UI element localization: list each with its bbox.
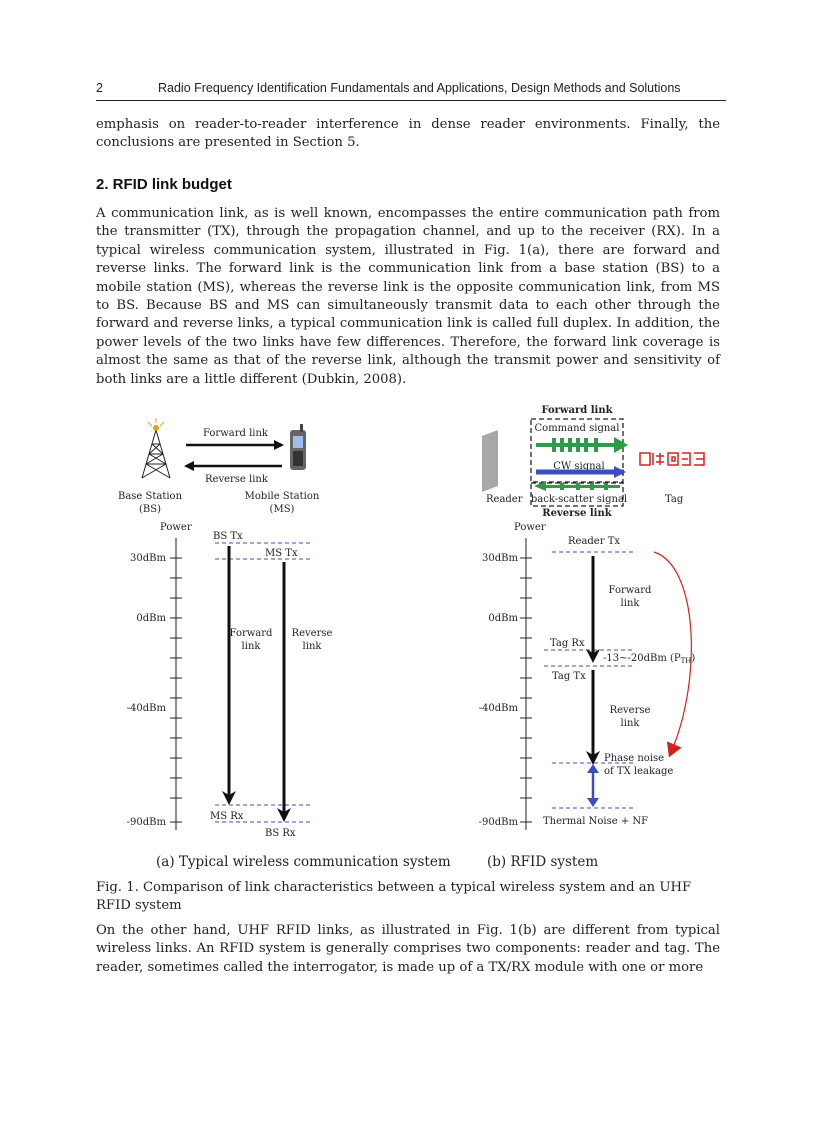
- panel-a: [118, 418, 333, 839]
- pth-subscript: TH: [680, 657, 692, 665]
- tag-label: Tag: [665, 494, 684, 505]
- reader-device-icon: [482, 430, 498, 492]
- tag-rx-label: Tag Rx: [550, 638, 585, 649]
- command-signal-label: Command signal: [534, 423, 620, 434]
- a-tick-90: -90dBm: [126, 817, 166, 828]
- pth-prefix: -13~-20dBm (P: [603, 653, 681, 664]
- a-forward-text-2: link: [241, 641, 261, 652]
- b-reverse-link-title: Reverse link: [542, 508, 612, 519]
- subcaption-b: (b) RFID system: [487, 854, 599, 870]
- a-reverse-link-label: Reverse link: [205, 474, 268, 485]
- pth-label: [603, 653, 695, 665]
- pth-suffix: ): [691, 653, 696, 664]
- snr-gap-arrow-top: [587, 764, 599, 773]
- snr-gap-arrow-bottom: [587, 798, 599, 807]
- ms-abbr: (MS): [269, 504, 295, 515]
- mobile-station-phone-icon: [290, 424, 306, 470]
- a-power-label: Power: [160, 522, 192, 533]
- backscatter-label: back-scatter signal: [530, 494, 628, 505]
- page-number: 2: [96, 81, 103, 95]
- uhf-paragraph: On the other hand, UHF RFID links, as illustrated in Fig. 1(b) are different from typical wireless links. An RFID system is generally comprises two components: reader and tag. The reader, sometimes called the interrogator, is made up of a TX/RX module with one or more: [96, 923, 720, 975]
- b-forward-text-1: Forward: [608, 585, 652, 596]
- b-tick-30: 30dBm: [482, 553, 518, 564]
- a-power-axis: [170, 538, 182, 830]
- section-heading: 2. RFID link budget: [96, 176, 232, 193]
- ms-tx-label: MS Tx: [265, 548, 298, 559]
- b-power-label: Power: [514, 522, 546, 533]
- tx-leakage-arrow: [654, 552, 691, 750]
- subcaption-a: (a) Typical wireless communication system: [156, 854, 451, 870]
- b-forward-link-title: Forward link: [541, 405, 613, 416]
- bs-abbr: (BS): [138, 504, 162, 515]
- a-forward-link-label: Forward link: [203, 428, 268, 439]
- running-header: [96, 80, 726, 101]
- phase-noise-text-2: of TX leakage: [604, 766, 674, 777]
- figure-1: [90, 398, 720, 848]
- a-tick-0: 0dBm: [136, 613, 166, 624]
- base-station-tower-icon: [142, 418, 170, 478]
- panel-b: [479, 405, 704, 830]
- reader-tx-label: Reader Tx: [568, 536, 620, 547]
- a-tick-40: -40dBm: [126, 703, 166, 714]
- b-reverse-text-1: Reverse: [609, 705, 651, 716]
- b-tick-0: 0dBm: [488, 613, 518, 624]
- a-forward-text-1: Forward: [229, 628, 273, 639]
- b-tick-90: -90dBm: [478, 817, 518, 828]
- a-tick-30: 30dBm: [130, 553, 166, 564]
- bs-label: Base Station: [117, 491, 183, 502]
- a-reverse-text-1: Reverse: [291, 628, 333, 639]
- command-signal-arrow: [536, 437, 628, 453]
- thermal-noise-label: Thermal Noise + NF: [543, 816, 649, 827]
- ms-label: Mobile Station: [244, 491, 320, 502]
- bs-tx-label: BS Tx: [213, 531, 243, 542]
- a-reverse-text-2: link: [302, 641, 322, 652]
- rfid-tag-icon: [640, 453, 704, 465]
- cw-signal-label: CW signal: [553, 461, 605, 472]
- phase-noise-text-1: Phase noise: [604, 753, 665, 764]
- b-power-axis: [520, 538, 532, 830]
- bs-rx-label: BS Rx: [265, 828, 296, 839]
- running-title: Radio Frequency Identification Fundamentals and Applications, Design Methods and Solutions: [158, 81, 681, 95]
- ms-rx-label: MS Rx: [210, 811, 244, 822]
- b-forward-text-2: link: [620, 598, 640, 609]
- figure-caption: Fig. 1. Comparison of link characteristics between a typical wireless system and an UHF RFID system: [96, 880, 692, 914]
- intro-paragraph: emphasis on reader-to-reader interference in dense reader environments. Finally, the conclusions are presented in Section 5.: [96, 117, 720, 151]
- link-budget-paragraph: A communication link, as is well known, encompasses the entire communication path from the transmitter (TX), through the propagation channel, and up to the receiver (RX). In a typical wireless communication system, illustrated in Fig. 1(a), there are forward and reverse links. The forward link is the communication link from a base station (BS) to a mobile station (MS), whereas the reverse link is the opposite communication link, from MS to BS. Because BS and MS can simultaneously transmit data to each other through the forward and reverse links, a typical communication link is called full duplex. In addition, the power levels of the two links have few differences. Therefore, the forward link coverage is almost the same as that of the reverse link, although the transmit power and sensitivity of both links are a little different (Dubkin, 2008).: [96, 206, 720, 387]
- b-tick-40: -40dBm: [478, 703, 518, 714]
- reader-label: Reader: [486, 494, 523, 505]
- b-reverse-text-2: link: [620, 718, 640, 729]
- tag-tx-label: Tag Tx: [552, 671, 586, 682]
